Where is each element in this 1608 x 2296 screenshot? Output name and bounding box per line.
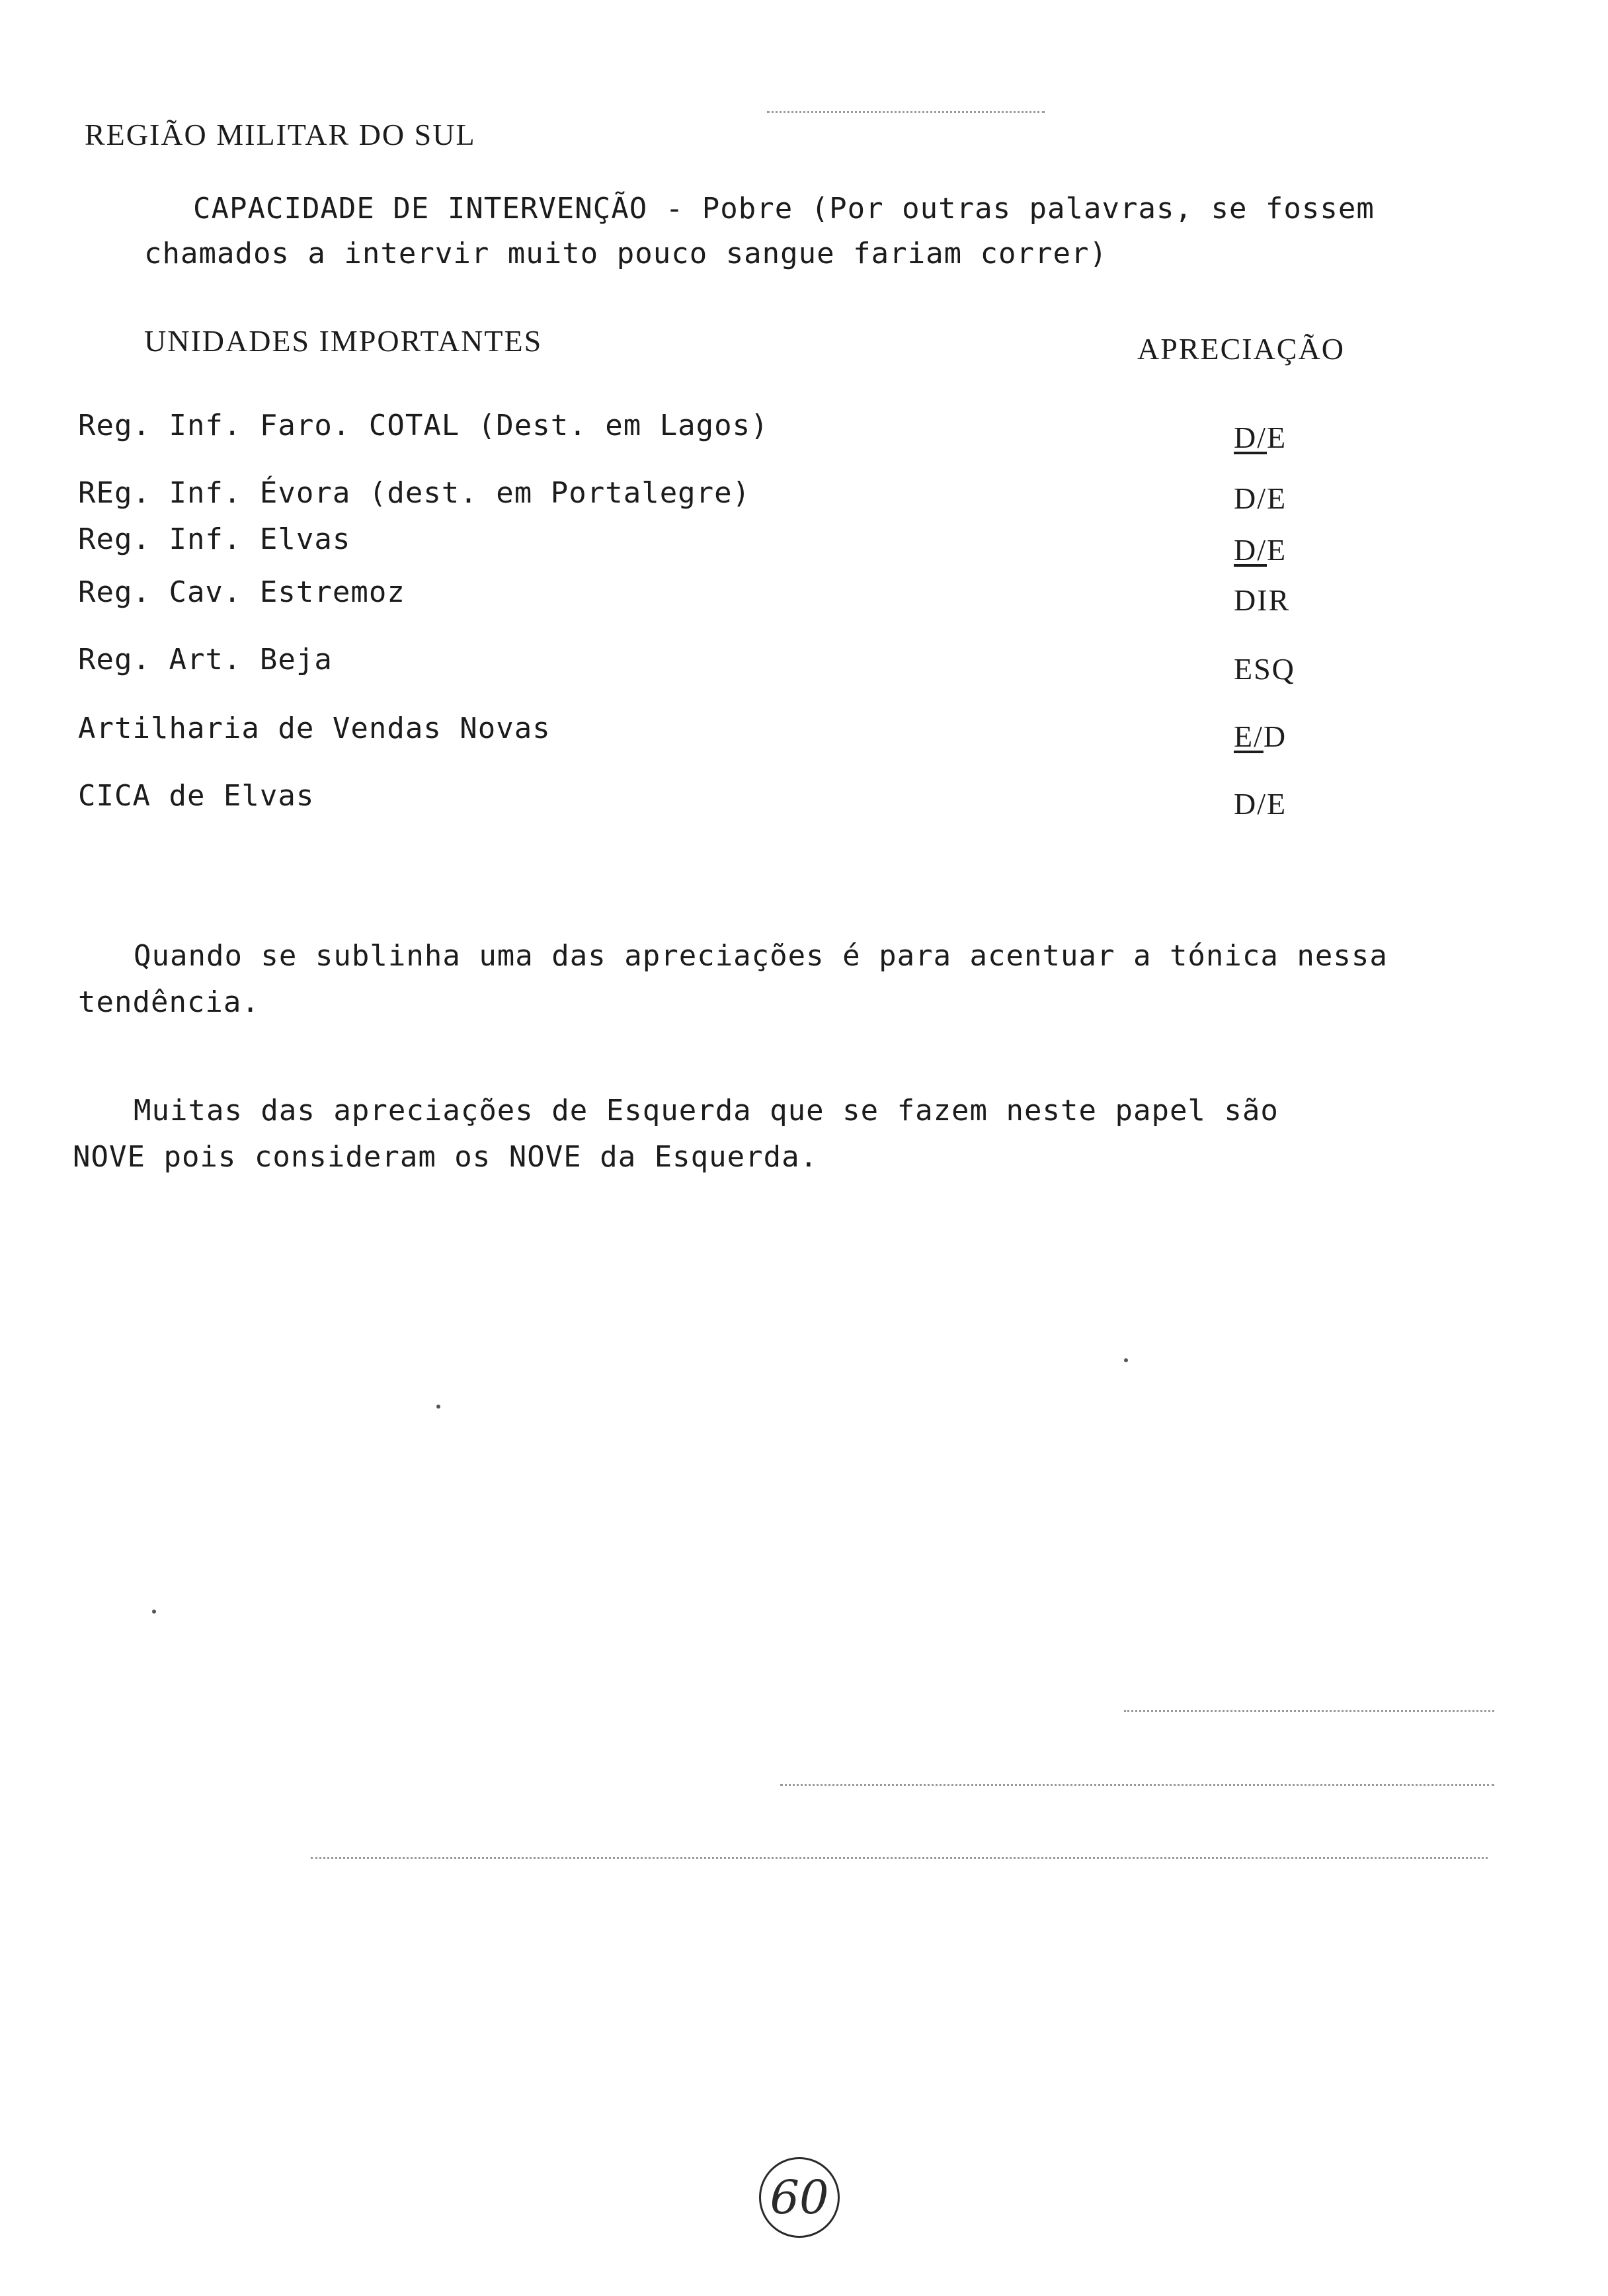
scan-noise [311,1857,1488,1859]
intervention-line-2: chamados a intervir muito pouco sangue fariam correr) [144,237,1107,270]
scan-noise [780,1784,1494,1786]
unit-row-2-name: REg. Inf. Évora (dest. em Portalegre) [78,476,751,510]
unit-row-6-name: Artilharia de Vendas Novas [78,712,551,745]
scan-noise [1124,1710,1494,1712]
unit-row-5-rating: ESQ [1234,652,1295,686]
unit-row-2-rating: D/E [1234,481,1287,515]
unit-row-7-rating: D/E [1234,787,1287,821]
column-header-units: UNIDADES IMPORTANTES [144,324,543,358]
scan-speck [436,1405,440,1409]
unit-row-1-name: Reg. Inf. Faro. COTAL (Dest. em Lagos) [78,409,769,442]
unit-row-4-name: Reg. Cav. Estremoz [78,575,405,609]
unit-row-4-rating: DIR [1234,583,1291,617]
region-header: REGIÃO MILITAR DO SUL [85,118,476,151]
unit-row-5-name: Reg. Art. Beja [78,643,333,676]
unit-row-6-rating: E/D [1234,719,1287,753]
intervention-line-1: CAPACIDADE DE INTERVENÇÃO - Pobre (Por outras palavras, se fossem [193,192,1375,226]
scan-speck [152,1610,156,1614]
note-left-line-1: Muitas das apreciações de Esquerda que se fazem neste papel são [134,1094,1279,1128]
unit-row-3-name: Reg. Inf. Elvas [78,522,351,556]
scan-noise [767,111,1045,113]
note-left-line-2: NOVE pois consideram os NOVE da Esquerda. [73,1140,819,1174]
scan-speck [1124,1358,1128,1362]
unit-row-3-rating: D/E [1234,533,1287,567]
page-number: 60 [759,2157,840,2238]
note-underline-line-2: tendência. [78,985,260,1019]
note-underline-line-1: Quando se sublinha uma das apreciações é para acentuar a tónica nessa [134,939,1388,973]
unit-row-7-name: CICA de Elvas [78,779,315,813]
column-header-rating: APRECIAÇÃO [1137,332,1345,366]
unit-row-1-rating: D/E [1234,421,1287,454]
